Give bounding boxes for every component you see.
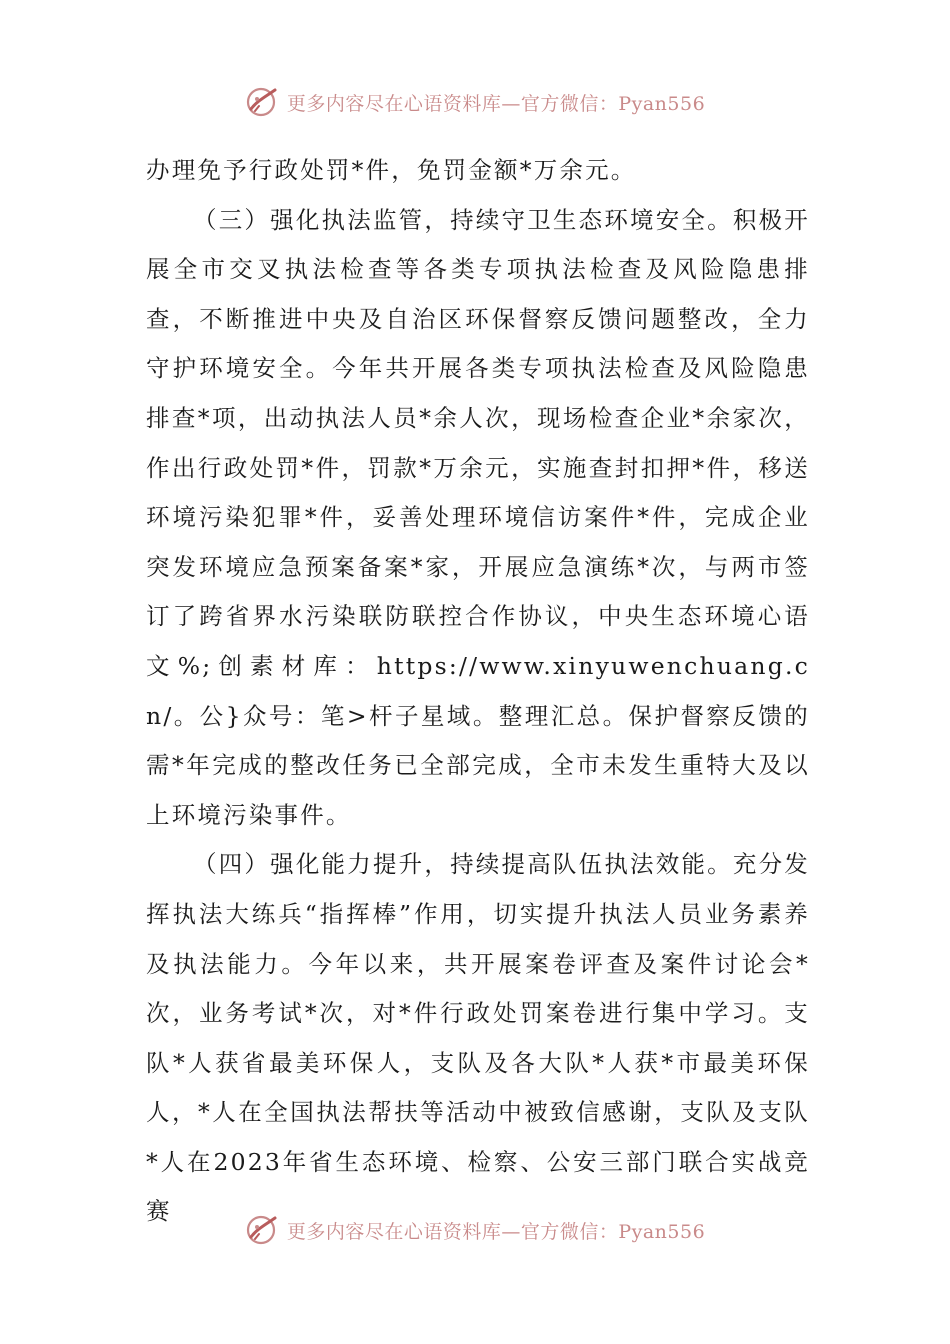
header-banner-text: 更多内容尽在心语资料库—官方微信：Pyan556 [286,92,706,115]
footer-banner-text: 更多内容尽在心语资料库—官方微信：Pyan556 [286,1220,706,1243]
paragraph-2: （三）强化执法监管，持续守卫生态环境安全。积极开展全市交叉执法检查等各类专项执法检查及风险隐患排查，不断推进中央及自治区环保督察反馈问题整改，全力守护环境安全。今年共开展各类专项执法检查及风险隐患排查*项，出动执法人员*余人次，现场检查企业*余家次，作出行政处罚*件，罚款*万余元，实施查封扣押*件，移送环境污染犯罪*件，妥善处理环境信访案件*件，完成企业突发环境应急预案备案*家，开展应急演练*次，与两市签订了跨省界水污染联防联控合作协议，中央生态环境心语文%;创素材库：https://www.xinyuwenchuang.cn/。公}众号：笔>杆子星域。整理汇总。保护督察反馈的需*年完成的整改任务已全部完成，全市未发生重特大及以上环境污染事件。 [146,205,810,829]
pen-swirl-logo-icon [245,85,279,119]
paragraph-3: （四）强化能力提升，持续提高队伍执法效能。充分发挥执法大练兵“指挥棒”作用，切实提升执法人员业务素养及执法能力。今年以来，共开展案卷评查及案件讨论会*次，业务考试*次，对*件行政处罚案卷进行集中学习。支队*人获省最美环保人，支队及各大队*人获*市最美环保人，*人在全国执法帮扶等活动中被致信感谢，支队及支队*人在2023年省生态环境、检察、公安三部门联合实战竞赛 [146,850,810,1226]
header-banner [0,82,950,122]
footer-banner [0,1210,950,1250]
paragraph-1: 办理免予行政处罚*件，免罚金额*万余元。 [146,156,637,184]
document-body [146,146,810,1237]
pen-swirl-logo-icon [245,1213,279,1247]
